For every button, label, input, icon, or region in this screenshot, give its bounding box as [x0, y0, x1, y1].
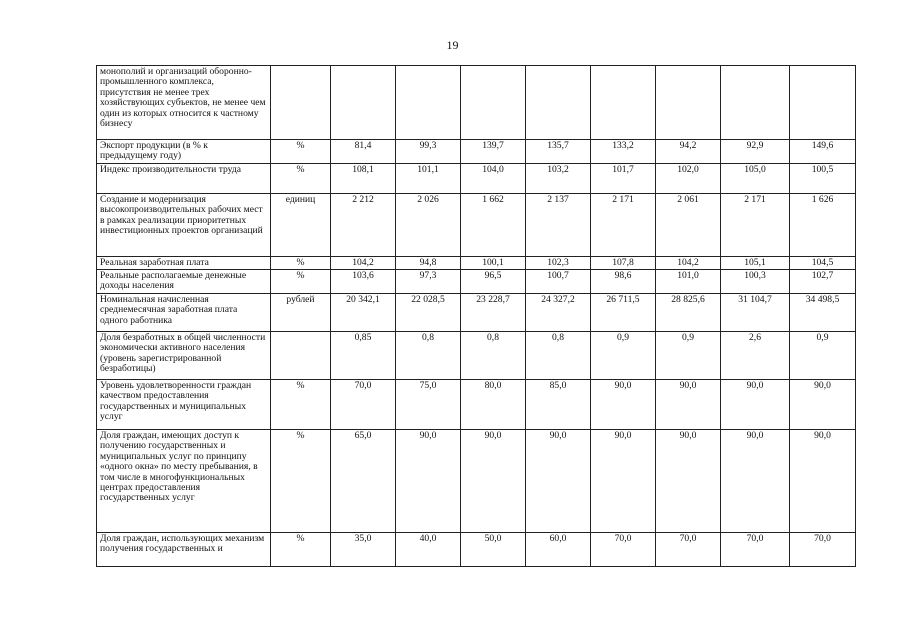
page-number: 19 [446, 38, 459, 52]
value-cell: 90,0 [656, 380, 721, 430]
value-cell: 90,0 [591, 380, 656, 430]
indicator-cell: Создание и модернизация высокопроизводительных рабочих мест в рамках реализации приоритетных инвестиционных проектов организаций [97, 194, 271, 257]
table-row [97, 140, 856, 164]
unit-cell [271, 332, 331, 380]
value-cell: 101,7 [591, 164, 656, 194]
value-cell: 100,5 [790, 164, 856, 194]
table-row [97, 533, 856, 567]
table-row [97, 164, 856, 194]
table-row [97, 430, 856, 533]
value-cell: 90,0 [790, 430, 856, 533]
indicator-cell: Номинальная начисленная среднемесячная заработная плата одного работника [97, 294, 271, 332]
unit-cell: % [271, 164, 331, 194]
value-cell: 103,2 [526, 164, 591, 194]
value-cell: 75,0 [396, 380, 461, 430]
value-cell: 40,0 [396, 533, 461, 567]
value-cell: 97,3 [396, 270, 461, 294]
table-row [97, 380, 856, 430]
value-cell: 98,6 [591, 270, 656, 294]
value-cell [526, 66, 591, 140]
value-cell: 2 061 [656, 194, 721, 257]
unit-cell: % [271, 533, 331, 567]
value-cell: 94,2 [656, 140, 721, 164]
value-cell: 149,6 [790, 140, 856, 164]
value-cell: 96,5 [461, 270, 526, 294]
value-cell: 99,3 [396, 140, 461, 164]
value-cell [790, 66, 856, 140]
table-row [97, 270, 856, 294]
unit-cell: % [271, 257, 331, 270]
value-cell: 70,0 [656, 533, 721, 567]
value-cell: 2 026 [396, 194, 461, 257]
value-cell: 2,6 [721, 332, 790, 380]
value-cell: 104,2 [656, 257, 721, 270]
value-cell: 108,1 [331, 164, 396, 194]
value-cell: 90,0 [461, 430, 526, 533]
value-cell: 90,0 [790, 380, 856, 430]
table-row [97, 332, 856, 380]
value-cell: 100,3 [721, 270, 790, 294]
value-cell: 102,0 [656, 164, 721, 194]
unit-cell: единиц [271, 194, 331, 257]
value-cell: 70,0 [790, 533, 856, 567]
value-cell: 90,0 [591, 430, 656, 533]
value-cell [461, 66, 526, 140]
value-cell: 105,1 [721, 257, 790, 270]
value-cell [656, 66, 721, 140]
value-cell [331, 66, 396, 140]
value-cell: 0,8 [396, 332, 461, 380]
value-cell: 85,0 [526, 380, 591, 430]
value-cell: 24 327,2 [526, 294, 591, 332]
value-cell: 80,0 [461, 380, 526, 430]
indicator-cell: монополий и организаций оборонно-промышленного комплекса, присутствия не менее трех хозяйствующих субъектов, не менее чем один из которых относится к частному бизнесу [97, 66, 271, 140]
value-cell: 0,8 [461, 332, 526, 380]
value-cell: 26 711,5 [591, 294, 656, 332]
value-cell: 0,8 [526, 332, 591, 380]
indicator-cell: Уровень удовлетворенности граждан качеством предоставления государственных и муниципальных услуг [97, 380, 271, 430]
value-cell: 2 171 [721, 194, 790, 257]
unit-cell [271, 66, 331, 140]
table-row [97, 257, 856, 270]
table-row [97, 294, 856, 332]
value-cell: 90,0 [656, 430, 721, 533]
value-cell [721, 66, 790, 140]
value-cell [396, 66, 461, 140]
unit-cell: % [271, 140, 331, 164]
value-cell: 50,0 [461, 533, 526, 567]
value-cell: 100,1 [461, 257, 526, 270]
unit-cell: % [271, 270, 331, 294]
indicator-cell: Экспорт продукции (в % к предыдущему году) [97, 140, 271, 164]
indicator-cell: Индекс производительности труда [97, 164, 271, 194]
value-cell: 133,2 [591, 140, 656, 164]
value-cell: 90,0 [526, 430, 591, 533]
value-cell: 28 825,6 [656, 294, 721, 332]
value-cell [591, 66, 656, 140]
value-cell: 101,0 [656, 270, 721, 294]
value-cell: 31 104,7 [721, 294, 790, 332]
value-cell: 22 028,5 [396, 294, 461, 332]
value-cell: 2 137 [526, 194, 591, 257]
value-cell: 0,9 [790, 332, 856, 380]
table-body [97, 66, 856, 567]
value-cell: 70,0 [591, 533, 656, 567]
value-cell: 1 662 [461, 194, 526, 257]
value-cell: 90,0 [721, 380, 790, 430]
value-cell: 105,0 [721, 164, 790, 194]
value-cell: 65,0 [331, 430, 396, 533]
value-cell: 81,4 [331, 140, 396, 164]
value-cell: 100,7 [526, 270, 591, 294]
value-cell: 20 342,1 [331, 294, 396, 332]
value-cell: 70,0 [721, 533, 790, 567]
value-cell: 103,6 [331, 270, 396, 294]
value-cell: 90,0 [721, 430, 790, 533]
value-cell: 104,2 [331, 257, 396, 270]
value-cell: 135,7 [526, 140, 591, 164]
value-cell: 107,8 [591, 257, 656, 270]
value-cell: 102,7 [790, 270, 856, 294]
value-cell: 34 498,5 [790, 294, 856, 332]
indicator-cell: Доля граждан, использующих механизм получения государственных и [97, 533, 271, 567]
value-cell: 2 171 [591, 194, 656, 257]
indicator-cell: Реальная заработная плата [97, 257, 271, 270]
value-cell: 90,0 [396, 430, 461, 533]
value-cell: 0,9 [656, 332, 721, 380]
indicators-table [96, 65, 856, 567]
value-cell: 2 212 [331, 194, 396, 257]
table-row [97, 66, 856, 140]
value-cell: 60,0 [526, 533, 591, 567]
value-cell: 23 228,7 [461, 294, 526, 332]
value-cell: 92,9 [721, 140, 790, 164]
value-cell: 0,9 [591, 332, 656, 380]
value-cell: 101,1 [396, 164, 461, 194]
unit-cell: % [271, 430, 331, 533]
indicator-cell: Доля безработных в общей численности экономически активного населения (уровень зарегистрированной безработицы) [97, 332, 271, 380]
value-cell: 35,0 [331, 533, 396, 567]
indicator-cell: Реальные располагаемые денежные доходы населения [97, 270, 271, 294]
unit-cell: рублей [271, 294, 331, 332]
value-cell: 70,0 [331, 380, 396, 430]
value-cell: 104,5 [790, 257, 856, 270]
indicator-cell: Доля граждан, имеющих доступ к получению государственных и муниципальных услуг по принципу «одного окна» по месту пребывания, в том числе в многофункциональных центрах предоставления государственных услуг [97, 430, 271, 533]
value-cell: 104,0 [461, 164, 526, 194]
value-cell: 0,85 [331, 332, 396, 380]
unit-cell: % [271, 380, 331, 430]
value-cell: 94,8 [396, 257, 461, 270]
table-row [97, 194, 856, 257]
value-cell: 1 626 [790, 194, 856, 257]
value-cell: 102,3 [526, 257, 591, 270]
value-cell: 139,7 [461, 140, 526, 164]
